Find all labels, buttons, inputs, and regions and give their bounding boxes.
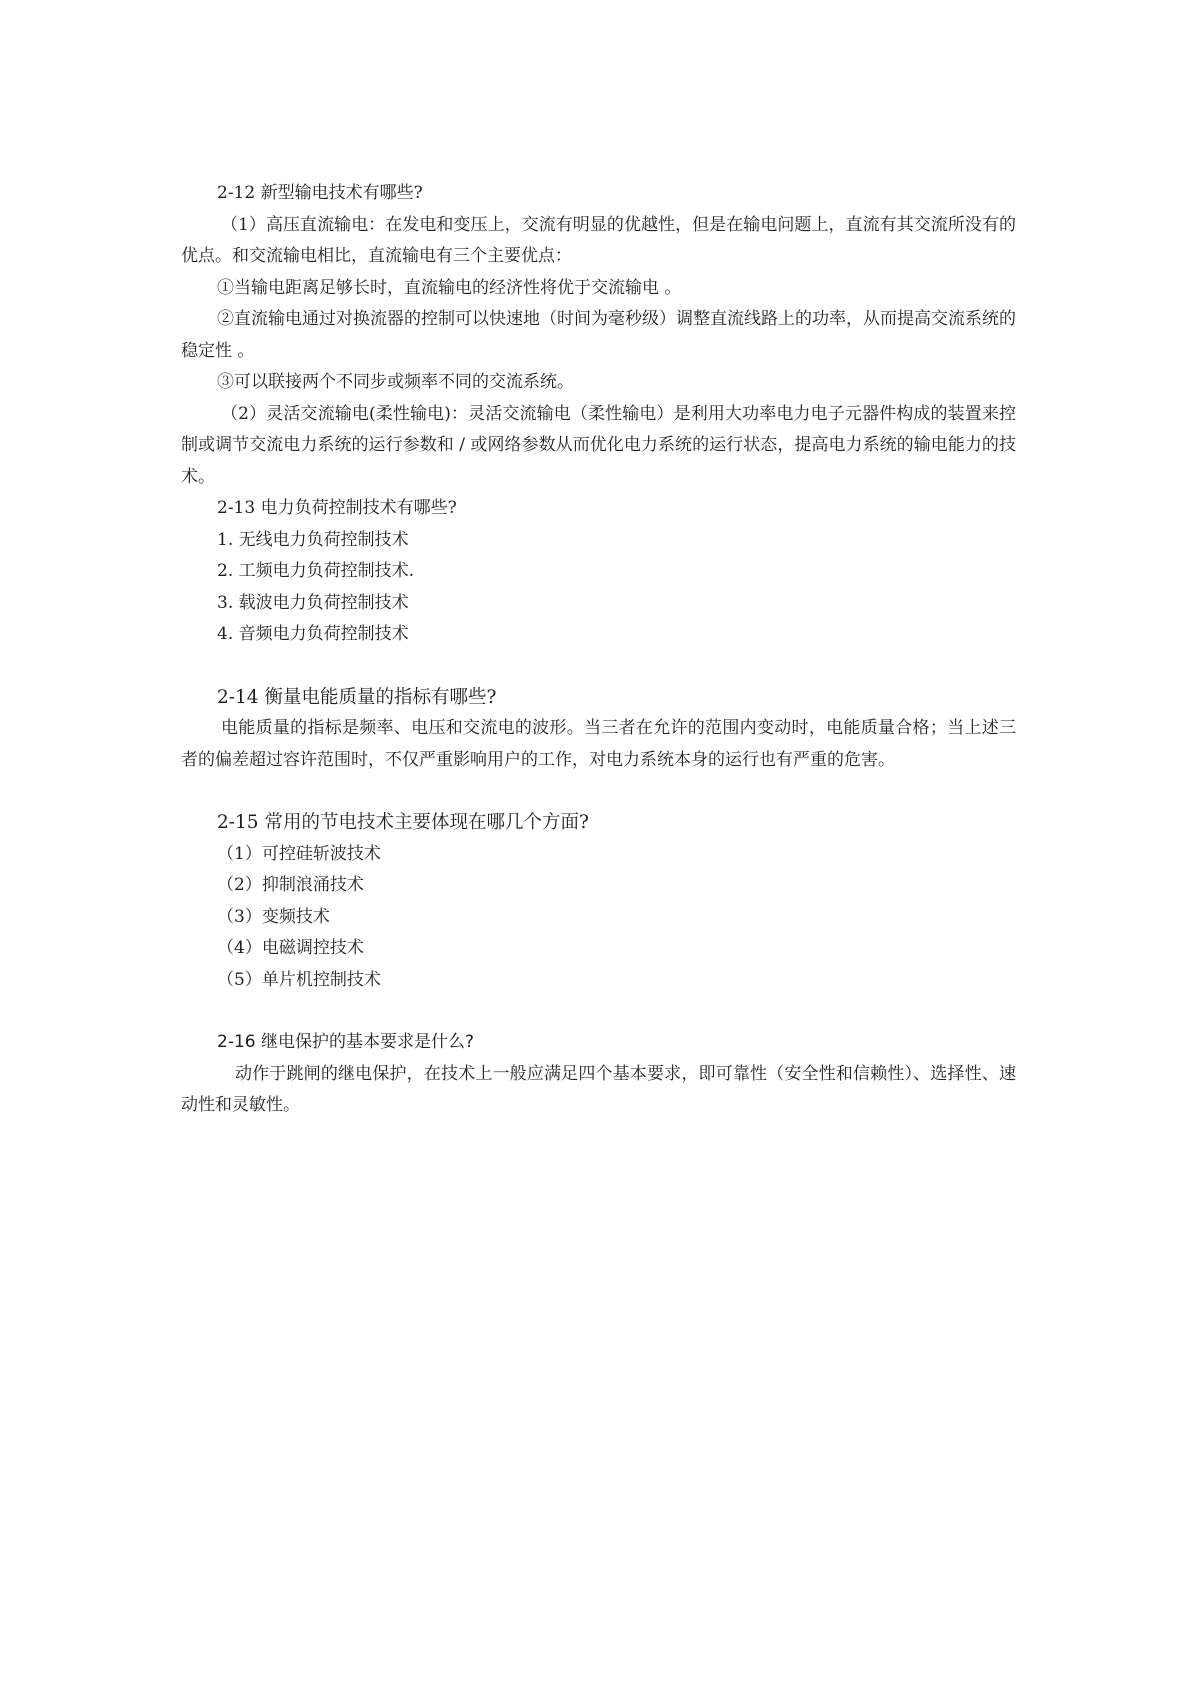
list-item: 4. 音频电力负荷控制技术 (217, 624, 409, 644)
list-item: （1）可控硅斩波技术 (217, 843, 381, 864)
document-page (181, 178, 1016, 1122)
list-item: 2. 工频电力负荷控制技术. (217, 561, 415, 581)
list-item: （4）电磁调控技术 (217, 938, 364, 958)
list-item: （3）变频技术 (217, 906, 330, 927)
list-item: （5）单片机控制技术 (217, 969, 381, 990)
spacer (181, 651, 1016, 682)
list-item: 1. 无线电力负荷控制技术 (217, 529, 409, 550)
paragraph-hvdc-advantage-1: ①当输电距离足够长时，直流输电的经济性将优于交流输电 。 (217, 277, 682, 298)
spacer (181, 776, 1016, 807)
spacer (181, 996, 1016, 1027)
paragraph-facts: （2）灵活交流输电(柔性输电)：灵活交流输电（柔性输电）是利用大功率电力电子元器件构成的装置来控制或调节交流电力系统的运行参数和 / 或网络参数从而优化电力系统的运行状态，提高电力系统的输电能力的技术。 (181, 403, 1016, 487)
section-heading-2-13: 2-13 电力负荷控制技术有哪些? (217, 498, 457, 518)
paragraph-hvdc-advantage-2: ②直流输电通过对换流器的控制可以快速地（时间为毫秒级）调整直流线路上的功率，从而提高交流系统的稳定性 。 (181, 309, 1016, 361)
paragraph-hvdc-advantage-3: ③可以联接两个不同步或频率不同的交流系统。 (217, 372, 574, 392)
section-heading-2-16: 2-16 继电保护的基本要求是什么? (217, 1032, 475, 1052)
list-item: （2）抑制浪涌技术 (217, 875, 364, 895)
paragraph-hvdc: （1）高压直流输电：在发电和变压上，交流有明显的优越性，但是在输电问题上，直流有其交流所没有的优点。和交流输电相比，直流输电有三个主要优点： (181, 214, 1016, 266)
section-heading-2-12: 2-12 新型输电技术有哪些? (217, 183, 423, 203)
paragraph-relay-protection: 动作于跳闸的继电保护，在技术上一般应满足四个基本要求，即可靠性（安全性和信赖性）、选择性、速动性和灵敏性。 (181, 1063, 1016, 1115)
paragraph-power-quality: 电能质量的指标是频率、电压和交流电的波形。当三者在允许的范围内变动时，电能质量合格；当上述三者的偏差超过容许范围时，不仅严重影响用户的工作，对电力系统本身的运行也有严重的危害。 (181, 718, 1016, 770)
list-item: 3. 载波电力负荷控制技术 (217, 592, 409, 613)
section-heading-2-14: 2-14 衡量电能质量的指标有哪些? (217, 686, 497, 708)
section-heading-2-15: 2-15 常用的节电技术主要体现在哪几个方面? (217, 812, 589, 833)
